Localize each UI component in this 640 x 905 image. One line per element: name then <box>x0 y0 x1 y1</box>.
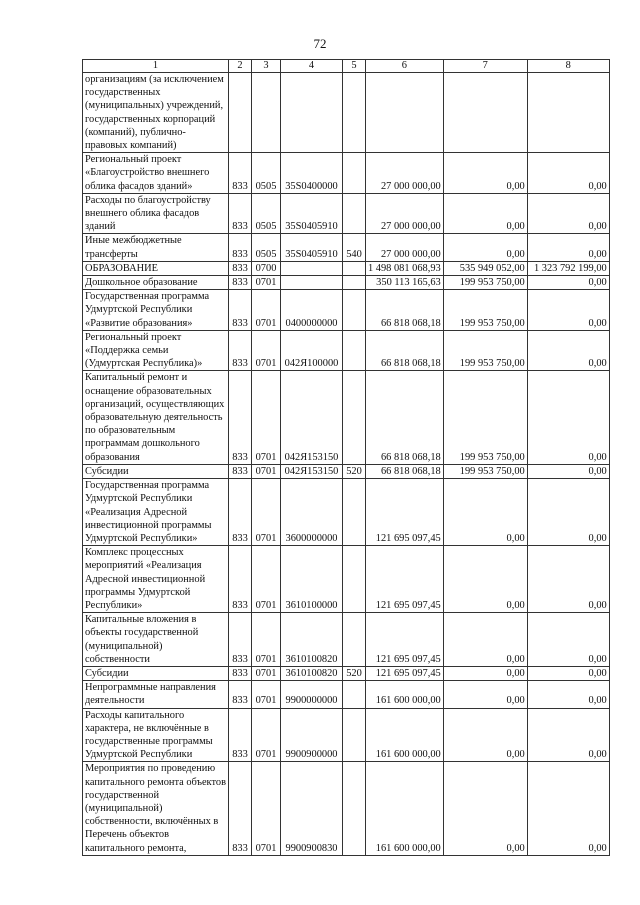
item-name: организациям (за исключением государственных (муниципальных) учреждений, государственных корпораций (компаний), публично-правовых компаний) <box>83 73 229 153</box>
amount-col7: 0,00 <box>443 681 527 708</box>
expense-type-code <box>343 479 366 546</box>
admin-code: 833 <box>229 261 252 275</box>
target-article-code: 35S0400000 <box>281 153 343 194</box>
admin-code: 833 <box>229 681 252 708</box>
amount-col8: 0,00 <box>527 290 609 331</box>
table-row <box>83 290 610 331</box>
amount-col7: 0,00 <box>443 546 527 613</box>
table-row <box>83 153 610 194</box>
amount-col7: 0,00 <box>443 193 527 234</box>
amount-col7: 199 953 750,00 <box>443 290 527 331</box>
target-article-code <box>281 73 343 153</box>
target-article-code <box>281 276 343 290</box>
item-name: Капитальные вложения в объекты государственной (муниципальной) собственности <box>83 613 229 667</box>
page-number: 72 <box>313 36 327 51</box>
amount-col7: 0,00 <box>443 666 527 680</box>
amount-col6: 27 000 000,00 <box>366 153 444 194</box>
item-name: Государственная программа Удмуртской Республики «Развитие образования» <box>83 290 229 331</box>
amount-col8: 0,00 <box>527 708 609 762</box>
amount-col8: 0,00 <box>527 666 609 680</box>
section-code: 0701 <box>252 708 281 762</box>
section-code: 0701 <box>252 464 281 478</box>
item-name: Иные межбюджетные трансферты <box>83 234 229 261</box>
section-code: 0701 <box>252 681 281 708</box>
target-article-code: 35S0405910 <box>281 193 343 234</box>
item-name: Субсидии <box>83 666 229 680</box>
section-code: 0701 <box>252 666 281 680</box>
amount-col6: 1 498 081 068,93 <box>366 261 444 275</box>
amount-col7: 199 953 750,00 <box>443 276 527 290</box>
amount-col8: 0,00 <box>527 546 609 613</box>
admin-code: 833 <box>229 479 252 546</box>
amount-col8: 0,00 <box>527 681 609 708</box>
admin-code: 833 <box>229 290 252 331</box>
item-name: Государственная программа Удмуртской Республики «Реализация Адресной инвестиционной программы Удмуртской Республики» <box>83 479 229 546</box>
table-row <box>83 371 610 464</box>
table-row <box>83 276 610 290</box>
column-header: 1 <box>83 60 229 73</box>
expense-type-code <box>343 681 366 708</box>
target-article-code: 3600000000 <box>281 479 343 546</box>
table-row <box>83 261 610 275</box>
amount-col6: 27 000 000,00 <box>366 193 444 234</box>
target-article-code: 9900900830 <box>281 762 343 855</box>
section-code: 0701 <box>252 613 281 667</box>
expense-type-code <box>343 330 366 371</box>
admin-code: 833 <box>229 613 252 667</box>
amount-col6: 121 695 097,45 <box>366 546 444 613</box>
section-code: 0701 <box>252 330 281 371</box>
budget-table <box>82 59 610 856</box>
target-article-code <box>281 261 343 275</box>
amount-col6: 121 695 097,45 <box>366 613 444 667</box>
amount-col7: 0,00 <box>443 762 527 855</box>
item-name: Непрограммные направления деятельности <box>83 681 229 708</box>
amount-col6: 121 695 097,45 <box>366 479 444 546</box>
amount-col8: 0,00 <box>527 234 609 261</box>
table-row <box>83 73 610 153</box>
amount-col7: 199 953 750,00 <box>443 330 527 371</box>
amount-col6: 350 113 165,63 <box>366 276 444 290</box>
target-article-code: 042Я153150 <box>281 464 343 478</box>
expense-type-code <box>343 73 366 153</box>
amount-col6: 161 600 000,00 <box>366 762 444 855</box>
item-name: Расходы по благоустройству внешнего облика фасадов зданий <box>83 193 229 234</box>
admin-code: 833 <box>229 708 252 762</box>
column-header: 2 <box>229 60 252 73</box>
item-name: ОБРАЗОВАНИЕ <box>83 261 229 275</box>
target-article-code: 9900000000 <box>281 681 343 708</box>
table-row <box>83 681 610 708</box>
admin-code: 833 <box>229 464 252 478</box>
section-code: 0701 <box>252 290 281 331</box>
admin-code: 833 <box>229 193 252 234</box>
amount-col8: 0,00 <box>527 153 609 194</box>
section-code: 0505 <box>252 193 281 234</box>
admin-code <box>229 73 252 153</box>
expense-type-code: 520 <box>343 666 366 680</box>
section-code: 0701 <box>252 479 281 546</box>
section-code <box>252 73 281 153</box>
column-header: 7 <box>443 60 527 73</box>
item-name: Капитальный ремонт и оснащение образовательных организаций, осуществляющих образовательную деятельность по образовательным программам дошкольного образования <box>83 371 229 464</box>
amount-col7: 199 953 750,00 <box>443 371 527 464</box>
amount-col6: 27 000 000,00 <box>366 234 444 261</box>
target-article-code: 35S0405910 <box>281 234 343 261</box>
amount-col8: 1 323 792 199,00 <box>527 261 609 275</box>
amount-col8: 0,00 <box>527 464 609 478</box>
amount-col8: 0,00 <box>527 330 609 371</box>
admin-code: 833 <box>229 762 252 855</box>
target-article-code: 9900900000 <box>281 708 343 762</box>
amount-col8: 0,00 <box>527 613 609 667</box>
admin-code: 833 <box>229 330 252 371</box>
section-code: 0701 <box>252 762 281 855</box>
item-name: Расходы капитального характера, не включённые в государственные программы Удмуртской Республики <box>83 708 229 762</box>
section-code: 0505 <box>252 234 281 261</box>
table-row <box>83 464 610 478</box>
amount-col7 <box>443 73 527 153</box>
target-article-code: 3610100820 <box>281 666 343 680</box>
admin-code: 833 <box>229 153 252 194</box>
expense-type-code <box>343 546 366 613</box>
amount-col7: 0,00 <box>443 153 527 194</box>
amount-col6: 66 818 068,18 <box>366 330 444 371</box>
amount-col6: 161 600 000,00 <box>366 708 444 762</box>
table-row <box>83 762 610 855</box>
target-article-code: 042Я153150 <box>281 371 343 464</box>
target-article-code: 042Я100000 <box>281 330 343 371</box>
expense-type-code <box>343 762 366 855</box>
target-article-code: 0400000000 <box>281 290 343 331</box>
expense-type-code <box>343 708 366 762</box>
item-name: Региональный проект «Поддержка семьи (Удмуртская Республика)» <box>83 330 229 371</box>
amount-col8: 0,00 <box>527 479 609 546</box>
expense-type-code <box>343 613 366 667</box>
amount-col6: 161 600 000,00 <box>366 681 444 708</box>
expense-type-code <box>343 276 366 290</box>
target-article-code: 3610100820 <box>281 613 343 667</box>
column-header: 5 <box>343 60 366 73</box>
expense-type-code: 540 <box>343 234 366 261</box>
section-code: 0700 <box>252 261 281 275</box>
amount-col7: 0,00 <box>443 479 527 546</box>
section-code: 0505 <box>252 153 281 194</box>
amount-col6: 121 695 097,45 <box>366 666 444 680</box>
amount-col7: 0,00 <box>443 613 527 667</box>
admin-code: 833 <box>229 666 252 680</box>
admin-code: 833 <box>229 546 252 613</box>
column-header: 6 <box>366 60 444 73</box>
admin-code: 833 <box>229 234 252 261</box>
section-code: 0701 <box>252 546 281 613</box>
table-row <box>83 234 610 261</box>
column-header: 3 <box>252 60 281 73</box>
expense-type-code <box>343 153 366 194</box>
admin-code: 833 <box>229 276 252 290</box>
amount-col8: 0,00 <box>527 371 609 464</box>
target-article-code: 3610100000 <box>281 546 343 613</box>
item-name: Региональный проект «Благоустройство внешнего облика фасадов зданий» <box>83 153 229 194</box>
table-row <box>83 330 610 371</box>
amount-col7: 199 953 750,00 <box>443 464 527 478</box>
expense-type-code: 520 <box>343 464 366 478</box>
amount-col6: 66 818 068,18 <box>366 371 444 464</box>
table-row <box>83 613 610 667</box>
amount-col6 <box>366 73 444 153</box>
section-code: 0701 <box>252 276 281 290</box>
item-name: Субсидии <box>83 464 229 478</box>
table-row <box>83 708 610 762</box>
table-row <box>83 479 610 546</box>
section-code: 0701 <box>252 371 281 464</box>
table-row <box>83 546 610 613</box>
column-header: 4 <box>281 60 343 73</box>
table-row <box>83 666 610 680</box>
admin-code: 833 <box>229 371 252 464</box>
expense-type-code <box>343 290 366 331</box>
item-name: Мероприятия по проведению капитального ремонта объектов государственной (муниципальной) собственности, включённых в Перечень объектов капитального ремонта, <box>83 762 229 855</box>
expense-type-code <box>343 193 366 234</box>
amount-col8 <box>527 73 609 153</box>
amount-col7: 535 949 052,00 <box>443 261 527 275</box>
expense-type-code <box>343 371 366 464</box>
amount-col8: 0,00 <box>527 276 609 290</box>
amount-col7: 0,00 <box>443 708 527 762</box>
item-name: Дошкольное образование <box>83 276 229 290</box>
amount-col8: 0,00 <box>527 762 609 855</box>
amount-col6: 66 818 068,18 <box>366 464 444 478</box>
amount-col8: 0,00 <box>527 193 609 234</box>
header-row <box>83 60 610 73</box>
item-name: Комплекс процессных мероприятий «Реализация Адресной инвестиционной программы Удмуртской Республики» <box>83 546 229 613</box>
amount-col7: 0,00 <box>443 234 527 261</box>
amount-col6: 66 818 068,18 <box>366 290 444 331</box>
table-row <box>83 193 610 234</box>
expense-type-code <box>343 261 366 275</box>
column-header: 8 <box>527 60 609 73</box>
